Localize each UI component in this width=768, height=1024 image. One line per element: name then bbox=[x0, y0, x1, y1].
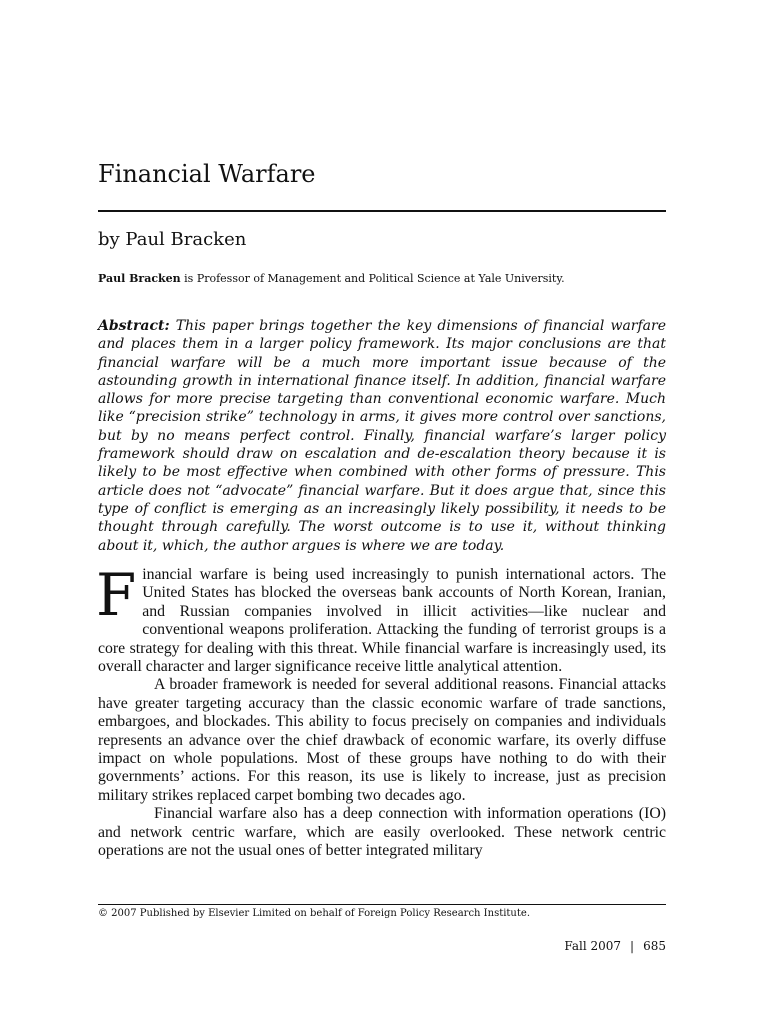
title-rule bbox=[98, 210, 666, 212]
page-number: 685 bbox=[643, 939, 666, 953]
byline: by Paul Bracken bbox=[98, 229, 247, 250]
paragraph-1 bbox=[96, 561, 666, 676]
paragraph-3: Financial warfare also has a deep connection with information operations (IO) and network centric warfare, which are easily overlooked. These network centric operations are not the usual ones of better integrated military bbox=[98, 805, 666, 860]
author-name: Paul Bracken bbox=[98, 272, 181, 285]
journal-page bbox=[98, 0, 666, 1024]
copyright-notice: © 2007 Published by Elsevier Limited on behalf of Foreign Policy Research Institute. bbox=[98, 908, 530, 919]
body-text bbox=[96, 561, 666, 861]
page-folio bbox=[564, 939, 666, 953]
drop-cap: F bbox=[96, 561, 137, 629]
issue-label: Fall 2007 bbox=[564, 939, 622, 953]
paragraph-1-text: inancial warfare is being used increasingly to punish international actors. The United States has blocked the overseas bank accounts of North Korean, Iranian, and Russian companies involved in illicit activities—like nuclear and conventional weapons proliferation. Attacking the funding of terrorist groups is a core strategy for dealing with this threat. While financial warfare is increasingly used, its overall character and larger significance receive little analytical attention. bbox=[98, 566, 666, 676]
folio-separator: | bbox=[630, 939, 635, 953]
affiliation-text: is Professor of Management and Political Science at Yale University. bbox=[180, 272, 565, 285]
article-title: Financial Warfare bbox=[98, 160, 316, 188]
footnote-rule bbox=[98, 904, 666, 905]
paragraph-2: A broader framework is needed for several additional reasons. Financial attacks have greater targeting accuracy than the classic economic warfare of trade sanctions, embargoes, and blockades. This ability to focus precisely on companies and individuals represents an advance over the chief drawback of economic warfare, its overly diffuse impact on whole populations. Most of these groups have nothing to do with their governments’ actions. For this reason, its use is likely to increase, just as precision military strikes replaced carpet bombing two decades ago. bbox=[98, 676, 666, 804]
abstract-label: Abstract: bbox=[98, 318, 170, 334]
abstract-text: This paper brings together the key dimensions of financial warfare and places them in a larger policy framework. Its major conclusions are that financial warfare will be a much more important issue because of the astounding growth in international finance itself. In addition, financial warfare allows for more precise targeting than conventional economic warfare. Much like “precision strike” technology in arms, it gives more control over sanctions, but by no means perfect control. Finally, financial warfare’s larger policy framework should draw on escalation and de-escalation theory because it is likely to be most effective when combined with other forms of pressure. This article does not “advocate” financial warfare. But it does argue that, since this type of conflict is emerging as an increasingly likely possibility, it needs to be thought through carefully. The worst outcome is to use it, without thinking about it, which, the author argues is where we are today. bbox=[98, 318, 666, 554]
author-affiliation bbox=[98, 272, 666, 285]
abstract bbox=[98, 317, 666, 555]
